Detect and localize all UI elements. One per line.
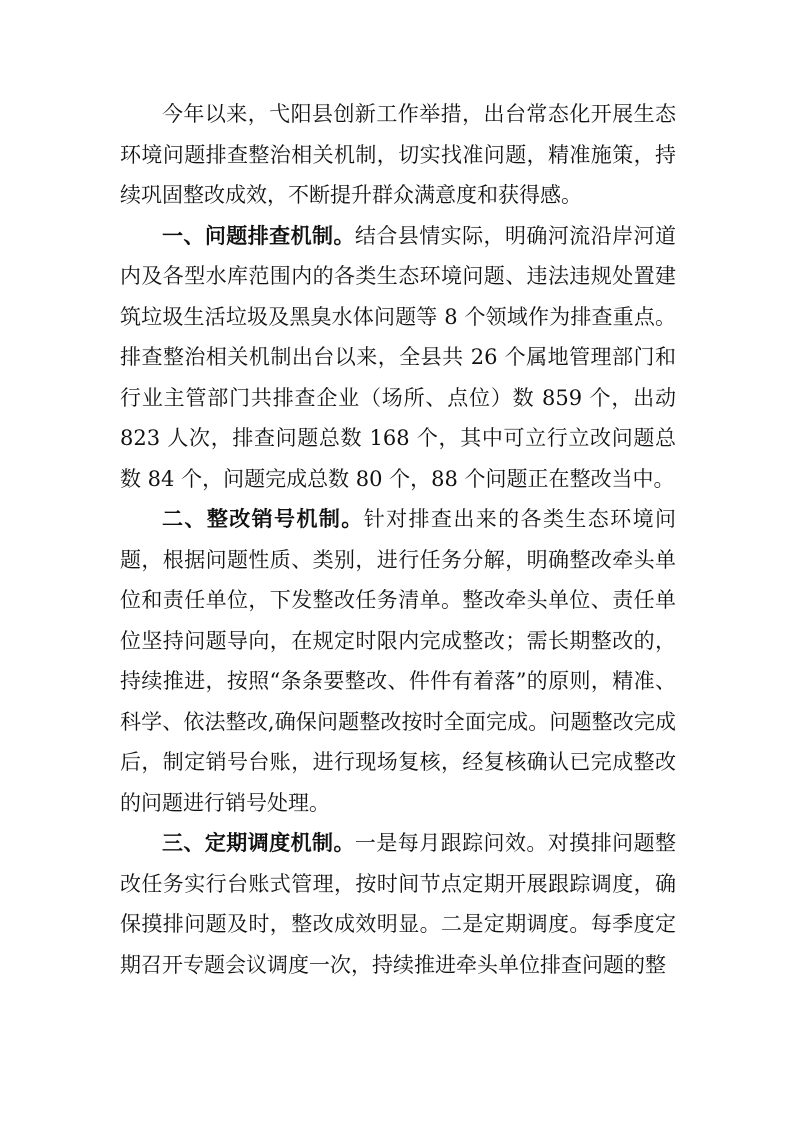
section-scheduling: [120, 823, 676, 985]
document-page: [120, 94, 676, 985]
section-problem-investigation: [120, 216, 676, 500]
section-body: 结合县情实际，明确河流沿岸河道内及各型水库范围内的各类生态环境问题、违法违规处置建筑垃圾生活垃圾及黑臭水体问题等 8 个领域作为排查重点。排查整治相关机制出台以来，全县共 26 个属地管理部门和行业主管部门共排查企业（场所、点位）数 859 个，出动 823 人次，排查问题总数 168 个，其中可立行立改问题总数 84 个，问题完成总数 80 个，88 个问题正在整改当中。: [120, 223, 677, 491]
section-heading: 三、定期调度机制。: [162, 831, 355, 855]
section-body: 一是每月跟踪问效。对摸排问题整改任务实行台账式管理，按时间节点定期开展跟踪调度，确保摸排问题及时，整改成效明显。二是定期调度。每季度定期召开专题会议调度一次，持续推进牵头单位排查问题的整: [120, 831, 677, 977]
section-body: 针对排查出来的各类生态环境问题，根据问题性质、类别，进行任务分解，明确整改牵头单位和责任单位，下发整改任务清单。整改牵头单位、责任单位坚持问题导向，在规定时限内完成整改；需长期整改的，持续推进，按照“条条要整改、件件有着落”的原则，精准、科学、依法整改,确保问题整改按时全面完成。问题整改完成后，制定销号台账，进行现场复核，经复核确认已完成整改的问题进行销号处理。: [120, 507, 677, 815]
section-rectification: [120, 499, 676, 823]
section-heading: 二、整改销号机制。: [162, 507, 364, 531]
intro-paragraph: 今年以来，弋阳县创新工作举措，出台常态化开展生态环境问题排查整治相关机制，切实找准问题，精准施策，持续巩固整改成效，不断提升群众满意度和获得感。: [120, 102, 676, 207]
section-heading: 一、问题排查机制。: [162, 223, 355, 248]
